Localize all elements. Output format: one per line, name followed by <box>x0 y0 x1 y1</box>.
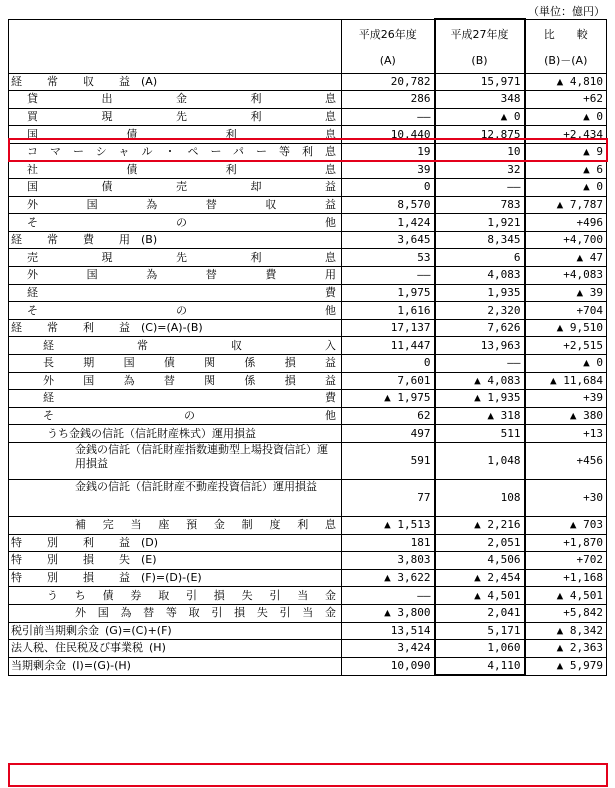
row-label <box>9 231 342 249</box>
value-fy2014: 17,137 <box>342 319 435 337</box>
row-label-text: うち債券取引損失引当金 <box>47 588 337 602</box>
row-label <box>9 108 342 126</box>
table-row <box>9 516 607 534</box>
table-row <box>9 552 607 570</box>
value-fy2015: ―― <box>435 355 525 373</box>
header-col-a: 平成26年度 <box>342 19 435 50</box>
table-row <box>9 319 607 337</box>
value-fy2014: 0 <box>342 179 435 197</box>
value-fy2014: ▲ 3,622 <box>342 569 435 587</box>
row-label <box>9 372 342 390</box>
row-label <box>9 552 342 570</box>
row-label <box>9 657 342 675</box>
row-label-text: その他 <box>27 303 337 317</box>
value-difference: +4,700 <box>525 231 607 249</box>
value-fy2014: 62 <box>342 407 435 425</box>
value-difference: ▲ 5,979 <box>525 657 607 675</box>
value-fy2015: ▲ 0 <box>435 108 525 126</box>
value-fy2015: ▲ 4,501 <box>435 587 525 605</box>
row-label <box>9 587 342 605</box>
value-fy2015: 2,041 <box>435 604 525 622</box>
value-difference: +13 <box>525 425 607 443</box>
header-label-cell <box>9 19 342 50</box>
row-label <box>9 143 342 161</box>
value-fy2015: 5,171 <box>435 622 525 640</box>
row-label-text: 経常費用 <box>11 233 131 247</box>
table-row <box>9 604 607 622</box>
row-label <box>9 267 342 285</box>
row-label <box>9 640 342 658</box>
row-label <box>9 604 342 622</box>
value-difference: ▲ 8,342 <box>525 622 607 640</box>
row-label <box>9 249 342 267</box>
row-label-suffix: (B) <box>141 233 158 247</box>
row-label-text: 金銭の信託（信託財産指数連動型上場投資信託）運用損益 <box>75 443 328 471</box>
value-fy2015: 32 <box>435 161 525 179</box>
table-row <box>9 302 607 320</box>
value-fy2015: ▲ 318 <box>435 407 525 425</box>
value-difference: ▲ 9,510 <box>525 319 607 337</box>
value-difference: +1,870 <box>525 534 607 552</box>
value-difference: ▲ 0 <box>525 179 607 197</box>
row-label-text: 税引前当期剰余金 <box>11 623 99 637</box>
row-label <box>9 284 342 302</box>
value-fy2014: ▲ 1,975 <box>342 390 435 408</box>
row-label-text: 買現先利息 <box>27 109 337 123</box>
row-label <box>9 516 342 534</box>
value-difference: ▲ 703 <box>525 516 607 534</box>
table-row <box>9 161 607 179</box>
value-difference: ▲ 4,810 <box>525 73 607 91</box>
value-difference: +1,168 <box>525 569 607 587</box>
row-label-text: その他 <box>43 409 337 423</box>
value-difference: +456 <box>525 442 607 479</box>
highlight-net-surplus <box>8 763 608 787</box>
value-fy2014: 53 <box>342 249 435 267</box>
value-difference: +39 <box>525 390 607 408</box>
header-col-a-sub: (A) <box>342 50 435 74</box>
table-row <box>9 126 607 144</box>
table-row <box>9 622 607 640</box>
value-difference: ▲ 47 <box>525 249 607 267</box>
table-row <box>9 73 607 91</box>
value-fy2015: 2,051 <box>435 534 525 552</box>
table-row <box>9 231 607 249</box>
value-fy2015: 2,320 <box>435 302 525 320</box>
row-label-text: 特別損失 <box>11 553 131 567</box>
value-difference: +30 <box>525 479 607 516</box>
value-fy2014: 3,803 <box>342 552 435 570</box>
table-row <box>9 337 607 355</box>
row-label <box>9 337 342 355</box>
value-fy2014: 8,570 <box>342 196 435 214</box>
row-label-text: 経常収益 <box>11 74 131 88</box>
value-fy2014: 10,090 <box>342 657 435 675</box>
table-row <box>9 569 607 587</box>
header-col-c: 比 較 <box>525 19 607 50</box>
table-row <box>9 196 607 214</box>
row-label-text: 外国為替収益 <box>27 197 337 211</box>
row-label-suffix: (F)=(D)-(E) <box>141 571 202 585</box>
value-difference: +704 <box>525 302 607 320</box>
value-fy2014: 1,424 <box>342 214 435 232</box>
table-row <box>9 640 607 658</box>
value-fy2015: 15,971 <box>435 73 525 91</box>
unit-label: （単位：億円） <box>528 5 605 18</box>
row-label-text: 法人税、住民税及び事業税 <box>11 641 143 655</box>
row-label-suffix: (A) <box>141 74 158 88</box>
value-fy2014: ▲ 1,513 <box>342 516 435 534</box>
table-row <box>9 249 607 267</box>
value-fy2015: 1,048 <box>435 442 525 479</box>
value-difference: ▲ 7,787 <box>525 196 607 214</box>
row-label-text: 社債利息 <box>27 162 337 176</box>
table-row <box>9 587 607 605</box>
row-label <box>9 442 342 479</box>
value-difference: +2,434 <box>525 126 607 144</box>
table-row <box>9 390 607 408</box>
row-label-text: 金銭の信託（信託財産不動産投資信託）運用損益 <box>75 480 317 494</box>
value-fy2015: ▲ 1,935 <box>435 390 525 408</box>
row-label <box>9 534 342 552</box>
table-row <box>9 214 607 232</box>
value-difference: +2,515 <box>525 337 607 355</box>
row-label-text: コマーシャル・ペーパー等利息 <box>27 145 337 159</box>
row-label <box>9 622 342 640</box>
row-label-suffix: (E) <box>141 553 157 567</box>
table-row <box>9 479 607 516</box>
value-fy2015: 7,626 <box>435 319 525 337</box>
table-row <box>9 91 607 109</box>
row-label-suffix: (C)=(A)-(B) <box>141 321 203 335</box>
row-label-text: 国債利息 <box>27 127 337 141</box>
value-fy2015: 4,110 <box>435 657 525 675</box>
row-label-text: 外国為替費用 <box>27 268 337 282</box>
row-label-text: 経常利益 <box>11 321 131 335</box>
value-fy2015: 783 <box>435 196 525 214</box>
value-difference: ▲ 11,684 <box>525 372 607 390</box>
table-row <box>9 407 607 425</box>
row-label <box>9 91 342 109</box>
value-difference: ▲ 0 <box>525 108 607 126</box>
header-label-cell-2 <box>9 50 342 74</box>
table-row <box>9 284 607 302</box>
value-fy2014: ▲ 3,800 <box>342 604 435 622</box>
table-row <box>9 657 607 675</box>
table-row <box>9 143 607 161</box>
row-label <box>9 390 342 408</box>
value-fy2014: 13,514 <box>342 622 435 640</box>
row-label-text: 長期国債関係損益 <box>43 356 337 370</box>
row-label-text: 国債売却益 <box>27 180 337 194</box>
row-label <box>9 196 342 214</box>
value-fy2014: 3,424 <box>342 640 435 658</box>
value-difference: ▲ 4,501 <box>525 587 607 605</box>
value-difference: +702 <box>525 552 607 570</box>
row-label-text: 当期剰余金 <box>11 659 66 673</box>
value-fy2014: 0 <box>342 355 435 373</box>
value-fy2014: 181 <box>342 534 435 552</box>
value-difference: ▲ 0 <box>525 355 607 373</box>
value-fy2015: ▲ 4,083 <box>435 372 525 390</box>
table-row <box>9 355 607 373</box>
value-fy2014: 591 <box>342 442 435 479</box>
value-fy2014: 286 <box>342 91 435 109</box>
value-fy2014: 497 <box>342 425 435 443</box>
row-label <box>9 407 342 425</box>
row-label <box>9 479 342 516</box>
value-fy2015: 1,060 <box>435 640 525 658</box>
value-difference: ▲ 9 <box>525 143 607 161</box>
value-fy2014: 39 <box>342 161 435 179</box>
row-label-text: 外国為替等取引損失引当金 <box>75 606 337 620</box>
table-row <box>9 267 607 285</box>
table-row <box>9 108 607 126</box>
financial-table <box>8 18 607 676</box>
table-row <box>9 442 607 479</box>
value-fy2015: ▲ 2,454 <box>435 569 525 587</box>
value-fy2014: 1,616 <box>342 302 435 320</box>
row-label-text: 補完当座預金制度利息 <box>75 518 337 532</box>
row-label <box>9 355 342 373</box>
value-fy2014: ―― <box>342 267 435 285</box>
value-fy2014: 1,975 <box>342 284 435 302</box>
row-label-text: 外国為替関係損益 <box>43 373 337 387</box>
row-label <box>9 214 342 232</box>
table-row <box>9 425 607 443</box>
value-fy2014: 77 <box>342 479 435 516</box>
row-label <box>9 425 342 443</box>
row-label <box>9 569 342 587</box>
row-label-text: 特別利益 <box>11 535 131 549</box>
value-difference: +62 <box>525 91 607 109</box>
value-difference: +496 <box>525 214 607 232</box>
value-fy2015: 13,963 <box>435 337 525 355</box>
value-difference: +5,842 <box>525 604 607 622</box>
value-difference: ▲ 380 <box>525 407 607 425</box>
row-label-suffix: (H) <box>149 641 166 655</box>
value-fy2015: 1,921 <box>435 214 525 232</box>
value-fy2015: 1,935 <box>435 284 525 302</box>
row-label <box>9 73 342 91</box>
value-fy2014: 19 <box>342 143 435 161</box>
value-fy2015: 10 <box>435 143 525 161</box>
value-fy2015: 6 <box>435 249 525 267</box>
value-fy2015: 348 <box>435 91 525 109</box>
value-fy2014: 10,440 <box>342 126 435 144</box>
row-label-suffix: (I)=(G)-(H) <box>72 659 131 673</box>
value-fy2015: 4,083 <box>435 267 525 285</box>
value-fy2014: ―― <box>342 108 435 126</box>
value-fy2014: ―― <box>342 587 435 605</box>
value-fy2014: 11,447 <box>342 337 435 355</box>
header-col-b-sub: (B) <box>435 50 525 74</box>
value-fy2015: 12,875 <box>435 126 525 144</box>
row-label-suffix: (D) <box>141 535 159 549</box>
row-label <box>9 126 342 144</box>
value-difference: ▲ 6 <box>525 161 607 179</box>
value-fy2014: 20,782 <box>342 73 435 91</box>
header-col-c-sub: (B)－(A) <box>525 50 607 74</box>
row-label-text: うち金銭の信託（信託財産株式）運用損益 <box>47 426 256 440</box>
row-label <box>9 302 342 320</box>
row-label-text: 特別損益 <box>11 571 131 585</box>
value-fy2015: 511 <box>435 425 525 443</box>
value-difference: +4,083 <box>525 267 607 285</box>
table-row <box>9 534 607 552</box>
row-label-text: 経常収入 <box>43 338 337 352</box>
value-fy2015: 8,345 <box>435 231 525 249</box>
table-row <box>9 179 607 197</box>
row-label-text: 売現先利息 <box>27 250 337 264</box>
value-fy2015: ▲ 2,216 <box>435 516 525 534</box>
header-col-b: 平成27年度 <box>435 19 525 50</box>
row-label <box>9 179 342 197</box>
value-fy2015: ―― <box>435 179 525 197</box>
row-label-text: 経費 <box>43 391 337 405</box>
value-difference: ▲ 39 <box>525 284 607 302</box>
value-fy2015: 108 <box>435 479 525 516</box>
row-label-suffix: (G)=(C)+(F) <box>105 623 172 637</box>
value-difference: ▲ 2,363 <box>525 640 607 658</box>
row-label-text: 経費 <box>27 285 337 299</box>
row-label <box>9 161 342 179</box>
table-row <box>9 372 607 390</box>
value-fy2014: 3,645 <box>342 231 435 249</box>
value-fy2014: 7,601 <box>342 372 435 390</box>
value-fy2015: 4,506 <box>435 552 525 570</box>
row-label-text: その他 <box>27 215 337 229</box>
row-label <box>9 319 342 337</box>
row-label-text: 貸出金利息 <box>27 92 337 106</box>
